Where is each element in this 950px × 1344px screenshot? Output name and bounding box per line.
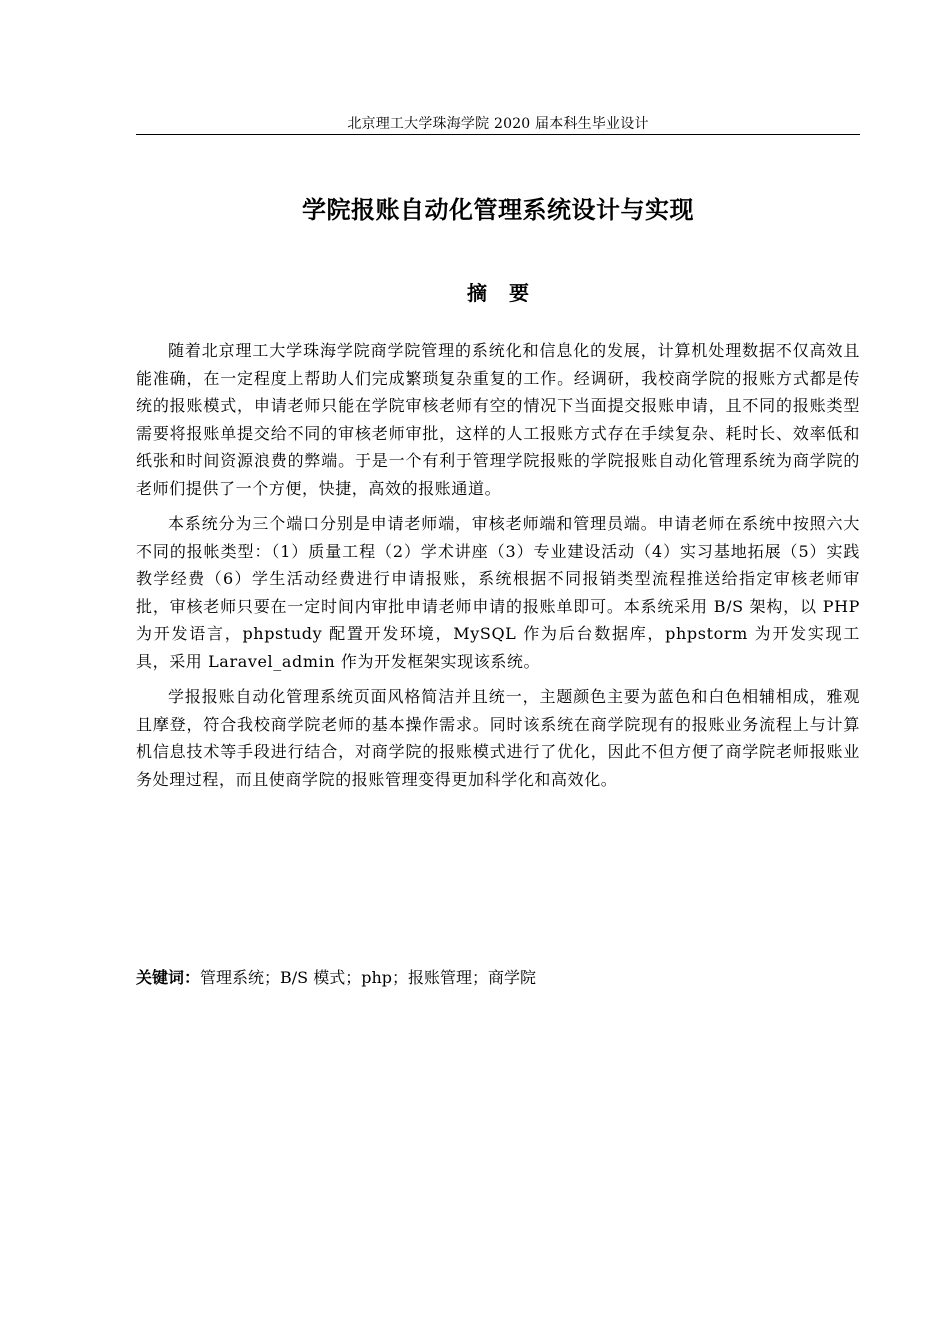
abstract-paragraph-1: 随着北京理工大学珠海学院商学院管理的系统化和信息化的发展，计算机处理数据不仅高效且能准确，在一定程度上帮助人们完成繁琐复杂重复的工作。经调研，我校商学院的报账方式都是传统的报账模式，申请老师只能在学院审核老师有空的情况下当面提交报账申请，且不同的报账类型需要将报账单提交给不同的审核老师审批，这样的人工报账方式存在手续复杂、耗时长、效率低和纸张和时间资源浪费的弊端。于是一个有利于管理学院报账的学院报账自动化管理系统为商学院的老师们提供了一个方便，快捷，高效的报账通道。 xyxy=(136,341,860,498)
header-divider xyxy=(136,134,860,135)
abstract-paragraph-2: 本系统分为三个端口分别是申请老师端，审核老师端和管理员端。申请老师在系统中按照六大不同的报帐类型：（1）质量工程（2）学术讲座（3）专业建设活动（4）实习基地拓展（5）实践教学经费（6）学生活动经费进行申请报账，系统根据不同报销类型流程推送给指定审核老师审批，审核老师只要在一定时间内审批申请老师申请的报账单即可。本系统采用 B/S 架构，以 PHP 为开发语言，phpstudy 配置开发环境，MySQL 作为后台数据库，phpstorm 为开发实现工具，采用 Laravel_admin 作为开发框架实现该系统。 xyxy=(136,514,860,671)
keywords-text: 管理系统；B/S 模式；php；报账管理；商学院 xyxy=(200,968,537,987)
document-title: 学院报账自动化管理系统设计与实现 xyxy=(302,196,694,224)
abstract-heading: 摘要 xyxy=(467,281,551,305)
running-header: 北京理工大学珠海学院 2020 届本科生毕业设计 xyxy=(347,116,649,132)
keywords-line xyxy=(136,964,860,991)
keywords-label: 关键词： xyxy=(136,968,201,987)
abstract-body xyxy=(136,337,860,801)
abstract-paragraph-3: 学报报账自动化管理系统页面风格简洁并且统一，主题颜色主要为蓝色和白色相辅相成，雅观且摩登，符合我校商学院老师的基本操作需求。同时该系统在商学院现有的报账业务流程上与计算机信息技术等手段进行结合，对商学院的报账模式进行了优化，因此不但方便了商学院老师报账业务处理过程，而且使商学院的报账管理变得更加科学化和高效化。 xyxy=(136,687,860,789)
